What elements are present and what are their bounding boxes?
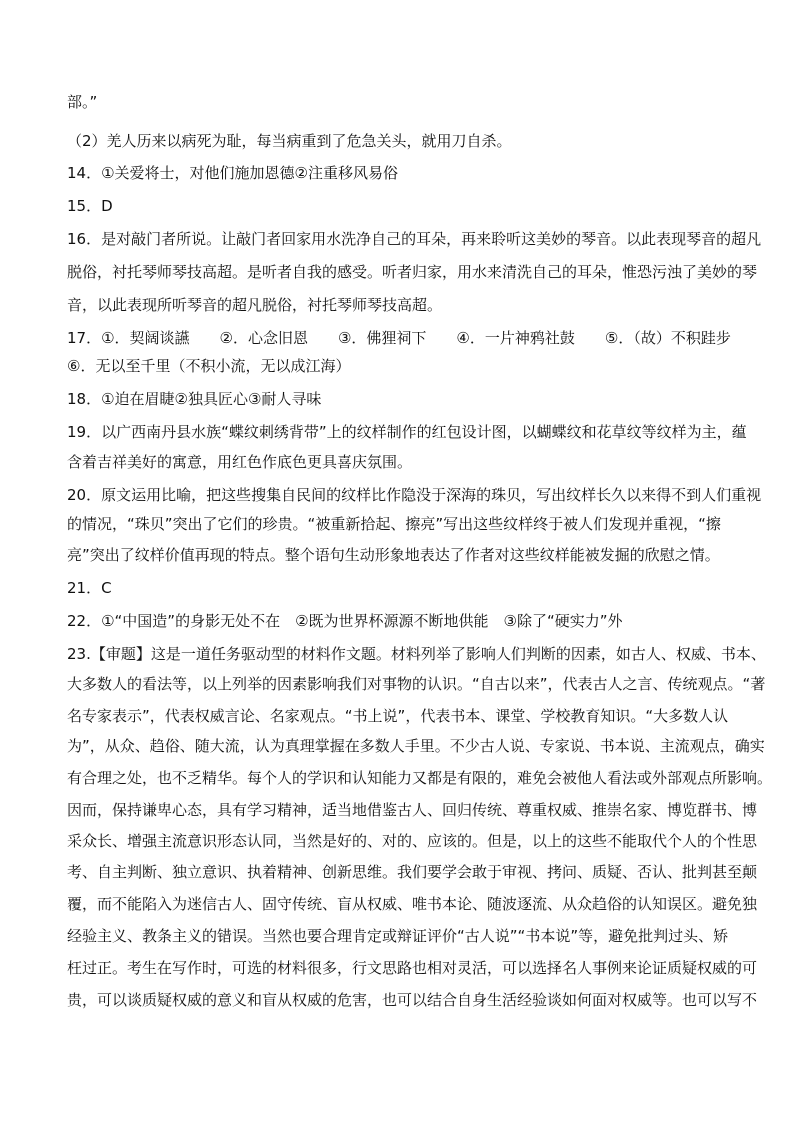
text-line: 14．①关爱将士，对他们施加恩德②注重移风易俗: [67, 164, 398, 182]
text-line: 含着吉祥美好的寓意，用红色作底色更具喜庆氛围。: [67, 453, 413, 471]
text-line: 脱俗，衬托琴师琴技高超。是听者自我的感受。听者归家，用水来清洗自己的耳朵，惟恐污浊了美妙的琴: [67, 263, 758, 281]
text-line: 亮”突出了纹样价值再现的特点。整个语句生动形象地表达了作者对这些纹样能被发掘的欣慰之情。: [67, 546, 720, 564]
text-line: 名专家表示”，代表权威言论、名家观点。“书上说”，代表书本、课堂、学校教育知识。“大多数人认: [67, 707, 729, 725]
text-line: 覆，而不能陷入为迷信古人、固守传统、盲从权威、唯书本论、随波逐流、从众趋俗的认知误区。避免独: [67, 895, 758, 913]
text-line: 17．①．契阔谈讌 ②．心念旧恩 ③．佛狸祠下 ④．一片神鸦社鼓 ⑤．（故）不积跬步: [67, 329, 731, 347]
text-line: 20．原文运用比喻，把这些搜集自民间的纹样比作隐没于深海的珠贝，写出纹样长久以来得不到人们重视: [67, 486, 762, 504]
text-line: 经验主义、教条主义的错误。当然也要合理肯定或辩证评价“古人说”“书本说”等，避免批判过头、矫: [67, 927, 729, 945]
text-line: 采众长、增强主流意识形态认同，当然是好的、对的、应该的。但是，以上的这些不能取代个人的个性思: [67, 832, 758, 850]
text-line: 的情况，“珠贝”突出了它们的珍贵。“被重新拾起、擦亮”写出这些纹样终于被人们发现并重视，“擦: [67, 515, 721, 533]
text-line: 21．C: [67, 579, 112, 597]
text-line: 19．以广西南丹县水族“蝶纹刺绣背带”上的纹样制作的红包设计图，以蝴蝶纹和花草纹等纹样为主，蕴: [67, 423, 747, 441]
text-line: 枉过正。考生在写作时，可选的材料很多，行文思路也相对灵活，可以选择名人事例来论证质疑权威的可: [67, 959, 758, 977]
text-line: 22．①“中国造”的身影无处不在 ②既为世界杯源源不断地供能 ③除了“硬实力”外: [67, 612, 623, 630]
text-line: 部。”: [67, 93, 98, 111]
text-line: 因而，保持谦卑心态，具有学习精神，适当地借鉴古人、回归传统、尊重权威、推崇名家、博览群书、博: [67, 801, 758, 819]
text-line: 为”，从众、趋俗、随大流，认为真理掌握在多数人手里。不少古人说、专家说、书本说、主流观点，确实: [67, 737, 765, 755]
text-line: （2）羌人历来以病死为耻，每当病重到了危急关头，就用刀自杀。: [67, 132, 512, 150]
text-line: 23.【审题】这是一道任务驱动型的材料作文题。材料列举了影响人们判断的因素，如古人、权威、书本、: [67, 645, 766, 663]
text-line: ⑥．无以至千里（不积小流，无以成江海）: [67, 357, 351, 375]
text-line: 贵，可以谈质疑权威的意义和盲从权威的危害，也可以结合自身生活经验谈如何面对权威等。也可以写不: [67, 991, 758, 1009]
text-line: 有合理之处，也不乏精华。每个人的学识和认知能力又都是有限的，难免会被他人看法或外部观点所影响。: [67, 769, 773, 787]
text-line: 大多数人的看法等，以上列举的因素影响我们对事物的认识。“自古以来”，代表古人之言、传统观点。“著: [67, 675, 766, 693]
text-line: 16．是对敲门者所说。让敲门者回家用水洗净自己的耳朵，再来聆听这美妙的琴音。以此表现琴音的超凡: [67, 230, 762, 248]
text-line: 18．①迫在眉睫②独具匠心③耐人寻味: [67, 390, 322, 408]
text-line: 音，以此表现所听琴音的超凡脱俗，衬托琴师琴技高超。: [67, 296, 443, 314]
text-line: 15．D: [67, 197, 113, 215]
text-line: 考、自主判断、独立意识、执着精神、创新思维。我们要学会敢于审视、拷问、质疑、否认、批判甚至颠: [67, 863, 758, 881]
